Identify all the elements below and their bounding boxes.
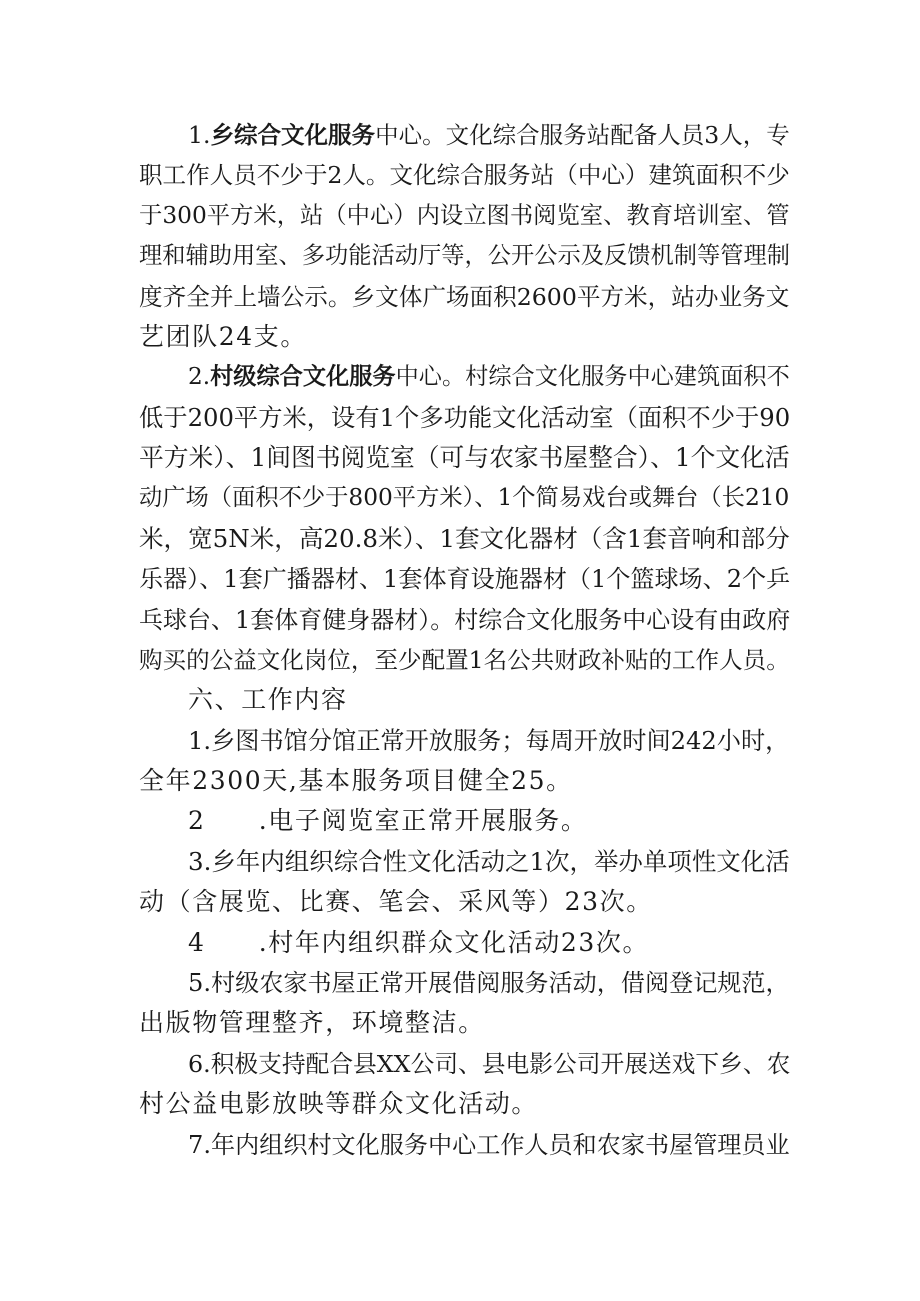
- text-run: 乓球台、1套体育健身器材）。村综合文化服务中心设有由政府: [139, 606, 791, 634]
- text-line: [139, 602, 790, 638]
- text-line: [188, 359, 790, 395]
- text-run: 4 .村年内组织群众文化活动23次。: [188, 928, 650, 957]
- text-line: [188, 1046, 790, 1082]
- text-line: [139, 763, 573, 799]
- text-line: [139, 561, 790, 597]
- text-run: 度齐全并上墙公示。乡文体广场面积2600平方米，站办业务文: [139, 283, 790, 311]
- text-run: 1.乡图书馆分馆正常开放服务；每周开放时间242小时，: [188, 727, 790, 755]
- text-line: [139, 1086, 538, 1122]
- text-run: 于300平方米，站（中心）内设立图书阅览室、教育培训室、管: [139, 202, 790, 229]
- text-line: [139, 521, 790, 557]
- text-run: 低于200平方米，设有1个多功能文化活动室（面积不少于90: [139, 403, 791, 432]
- text-run: 3.乡年内组织综合性文化活动之1次，举办单项性文化活: [188, 847, 790, 876]
- text-run: 乐器）、1套广播器材、1套体育设施器材（1个篮球场、2个乒: [139, 565, 791, 593]
- text-line: [188, 723, 789, 759]
- text-line: [139, 319, 307, 355]
- text-line: [139, 198, 790, 234]
- text-line: [139, 642, 790, 678]
- text-run: 理和辅助用室、多功能活动厅等，公开公示及反馈机制等管理制: [139, 242, 791, 269]
- text-line: [139, 480, 789, 516]
- text-run: 村公益电影放映等群众文化活动。: [139, 1089, 539, 1118]
- text-line: [188, 965, 790, 1001]
- text-run: 平方米）、1间图书阅览室（可与农家书屋整合）、1个文化活: [139, 443, 790, 472]
- text-run: 购买的公益文化岗位，至少配置1名公共财政补贴的工作人员。: [139, 646, 790, 674]
- text-line: [139, 238, 790, 274]
- text-run: 职工作人员不少于2人。文化综合服务站（中心）建筑面积不少: [139, 161, 790, 189]
- text-run: 2 .电子阅览室正常开展服务。: [188, 806, 588, 835]
- text-line: [139, 1005, 485, 1041]
- text-line: [139, 884, 653, 920]
- text-run: 动（含展览、比赛、笔会、采风等）23次。: [139, 887, 653, 916]
- text-run: 6.积极支持配合县XX公司、县电影公司开展送戏下乡、农: [188, 1050, 791, 1078]
- text-run: 米，宽5N米，高20.8米）、1套文化器材（含1套音响和部分: [139, 524, 790, 553]
- text-run: 出版物管理整齐，环境整洁。: [139, 1008, 485, 1037]
- text-run: 7.年内组织村文化服务中心工作人员和农家书屋管理员业: [188, 1131, 790, 1159]
- text-line: [188, 117, 790, 153]
- text-run: 1.: [188, 121, 211, 149]
- text-line: [188, 925, 649, 961]
- text-line: [188, 844, 790, 880]
- text-run: 全年2300天,基本服务项目健全25。: [139, 766, 573, 795]
- text-run: 艺团队24支。: [139, 322, 308, 351]
- text-run: 2.: [188, 363, 211, 390]
- text-line: [139, 440, 790, 476]
- text-run: 5.村级农家书屋正常开展借阅服务活动，借阅登记规范，: [188, 969, 790, 997]
- text-line: [139, 279, 789, 315]
- text-run: 动广场（面积不少于800平方米）、1个简易戏台或舞台（长210: [139, 484, 790, 511]
- text-line: [188, 1127, 790, 1163]
- bold-heading-run: 村级综合文化服务: [210, 363, 396, 390]
- section-heading: [188, 682, 348, 718]
- text-run: 中心。文化综合服务站配备人员3人，专: [375, 121, 790, 149]
- text-run: 六、工作内容: [188, 685, 348, 714]
- text-line: [139, 157, 790, 193]
- bold-heading-run: 乡综合文化服务: [210, 121, 376, 149]
- text-line: [188, 803, 587, 839]
- text-line: [139, 400, 790, 436]
- text-run: 中心。村综合文化服务中心建筑面积不: [395, 363, 790, 390]
